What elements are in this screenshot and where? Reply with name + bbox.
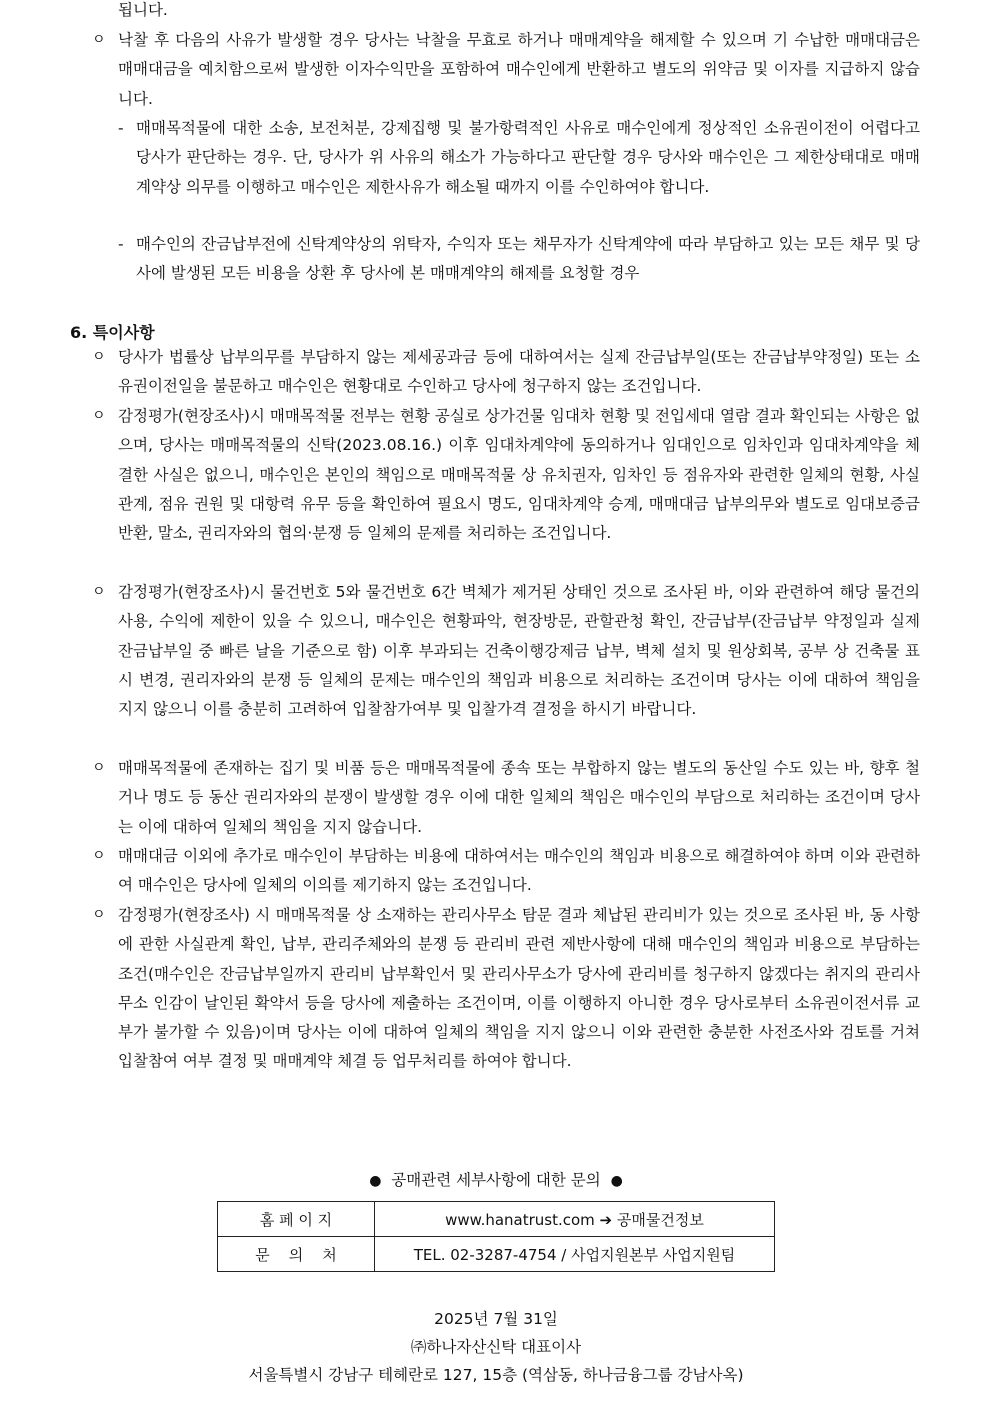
dash-marker: - <box>118 235 124 253</box>
list-item <box>92 402 920 548</box>
circle-bullet-icon: ㅇ <box>92 408 106 424</box>
bullet-icon: ● <box>610 1173 623 1189</box>
table-label: 홈 페 이 지 <box>218 1202 375 1237</box>
dash-marker: - <box>118 119 124 137</box>
list-item <box>92 842 920 901</box>
circle-bullet-icon: ㅇ <box>92 32 106 48</box>
sub-item-text: 매매목적물에 대한 소송, 보전처분, 강제집행 및 불가항력적인 사유로 매수인에게 정상적인 소유권이전이 어렵다고 당사가 판단하는 경우. 단, 당사가 위 사유의 해소가 가능하다고 판단할 경우 당사와 매수인은 그 제한상태대로 매매계약상 의무를 이행하고 매수인은 제한사유가 해소될 때까지 이를 수인하여야 합니다. <box>136 119 920 196</box>
list-item <box>92 901 920 1077</box>
section-heading: 6. 특이사항 <box>70 323 155 342</box>
continued-text: 됩니다. <box>118 1 168 19</box>
list-item <box>92 26 920 114</box>
list-item-text: 감정평가(현장조사) 시 매매목적물 상 소재하는 관리사무소 탐문 결과 체납된 관리비가 있는 것으로 조사된 바, 동 사항에 관한 사실관계 확인, 납부, 관리주체와의 분쟁 등 관리비 관련 제반사항에 대해 매수인의 책임과 비용으로 부담하는 조건(매수인은 잔금납부일까지 관리비 납부확인서 및 관리사무소가 당사에 관리비를 청구하지 않겠다는 취지의 관리사무소 인감이 날인된 확약서 등을 당사에 제출하는 조건이며, 이를 이행하지 아니한 경우 당사로부터 소유권이전서류 교부가 불가할 수 있음)이며 당사는 이에 대하여 일체의 책임을 지지 않으니 이와 관련한 충분한 사전조사와 검토를 거쳐 입찰참여 여부 결정 및 매매계약 체결 등 업무처리를 하여야 합니다. <box>118 906 920 1071</box>
circle-bullet-icon: ㅇ <box>92 349 106 365</box>
list-item-text: 매매대금 이외에 추가로 매수인이 부담하는 비용에 대하여서는 매수인의 책임과 비용으로 해결하여야 하며 이와 관련하여 매수인은 당사에 일체의 이의를 제기하지 않는 조건입니다. <box>118 847 920 895</box>
company-name: ㈜하나자산신탁 대표이사 <box>410 1338 582 1356</box>
sub-item-text: 매수인의 잔금납부전에 신탁계약상의 위탁자, 수익자 또는 채무자가 신탁계약에 따라 부담하고 있는 모든 채무 및 당사에 발생된 모든 비용을 상환 후 당사에 본 매매계약의 해제를 요청할 경우 <box>136 235 920 283</box>
list-item <box>92 343 920 402</box>
circle-bullet-icon: ㅇ <box>92 848 106 864</box>
notice-date: 2025년 7월 31일 <box>434 1310 558 1328</box>
inquiry-table <box>217 1201 775 1272</box>
list-item <box>92 578 920 724</box>
table-label: 문 의 처 <box>218 1237 375 1272</box>
sub-item <box>118 114 920 202</box>
list-item <box>92 754 920 842</box>
sub-item <box>118 230 920 289</box>
table-row <box>218 1237 775 1272</box>
table-row <box>218 1202 775 1237</box>
company-address: 서울특별시 강남구 테헤란로 127, 15층 (역삼동, 하나금융그룹 강남사옥) <box>248 1366 744 1384</box>
list-item-text: 매매목적물에 존재하는 집기 및 비품 등은 매매목적물에 종속 또는 부합하지 않는 별도의 동산일 수도 있는 바, 향후 철거나 명도 등 동산 권리자와의 분쟁이 발생할 경우 이에 대한 일체의 책임은 매수인의 부담으로 처리하는 조건이며 당사는 이에 대하여 일체의 책임을 지지 않습니다. <box>118 759 920 836</box>
list-item-text: 감정평가(현장조사)시 매매목적물 전부는 현황 공실로 상가건물 임대차 현황 및 전입세대 열람 결과 확인되는 사항은 없으며, 당사는 매매목적물의 신탁(2023.08.16.) 이후 임대차계약에 동의하거나 임대인으로 임차인과 임대차계약을 체결한 사실은 없으니, 매수인은 본인의 책임으로 매매목적물 상 유치권자, 임차인 등 점유자와 관련한 일체의 현황, 사실관계, 점유 권원 및 대항력 유무 등을 확인하여 필요시 명도, 임대차계약 승계, 매매대금 납부의무와 별도로 임대보증금 반환, 말소, 권리자와의 협의·분쟁 등 일체의 문제를 처리하는 조건입니다. <box>118 407 920 543</box>
contact-value: TEL. 02-3287-4754 / 사업지원본부 사업지원팀 <box>375 1237 775 1272</box>
homepage-link[interactable]: www.hanatrust.com ➔ 공매물건정보 <box>375 1202 775 1237</box>
list-item-text: 당사가 법률상 납부의무를 부담하지 않는 제세공과금 등에 대하여서는 실제 잔금납부일(또는 잔금납부약정일) 또는 소유권이전일을 불문하고 매수인은 현황대로 수인하고 당사에 청구하지 않는 조건입니다. <box>118 348 920 396</box>
inquiry-title: 공매관련 세부사항에 대한 문의 <box>391 1171 601 1189</box>
bullet-icon: ● <box>369 1173 382 1189</box>
circle-bullet-icon: ㅇ <box>92 907 106 923</box>
list-item-text: 감정평가(현장조사)시 물건번호 5와 물건번호 6간 벽체가 제거된 상태인 것으로 조사된 바, 이와 관련하여 해당 물건의 사용, 수익에 제한이 있을 수 있으니, 매수인은 현황파악, 현장방문, 관할관청 확인, 잔금납부(잔금납부 약정일과 실제 잔금납부일 중 빠른 날을 기준으로 함) 이후 부과되는 건축이행강제금 납부, 벽체 설치 및 원상회복, 공부 상 건축물 표시 변경, 권리자와의 분쟁 등 일체의 문제는 매수인의 책임과 비용으로 처리하는 조건이며 당사는 이에 대하여 책임을 지지 않으니 이를 충분히 고려하여 입찰참가여부 및 입찰가격 결정을 하시기 바랍니다. <box>118 583 920 719</box>
inquiry-title-row <box>0 1166 992 1195</box>
circle-bullet-icon: ㅇ <box>92 760 106 776</box>
circle-bullet-icon: ㅇ <box>92 584 106 600</box>
list-item-text: 낙찰 후 다음의 사유가 발생할 경우 당사는 낙찰을 무효로 하거나 매매계약을 해제할 수 있으며 기 수납한 매매대금은 매매대금을 예치함으로써 발생한 이자수익만을 포함하여 매수인에게 반환하고 별도의 위약금 및 이자를 지급하지 않습니다. <box>118 31 920 108</box>
